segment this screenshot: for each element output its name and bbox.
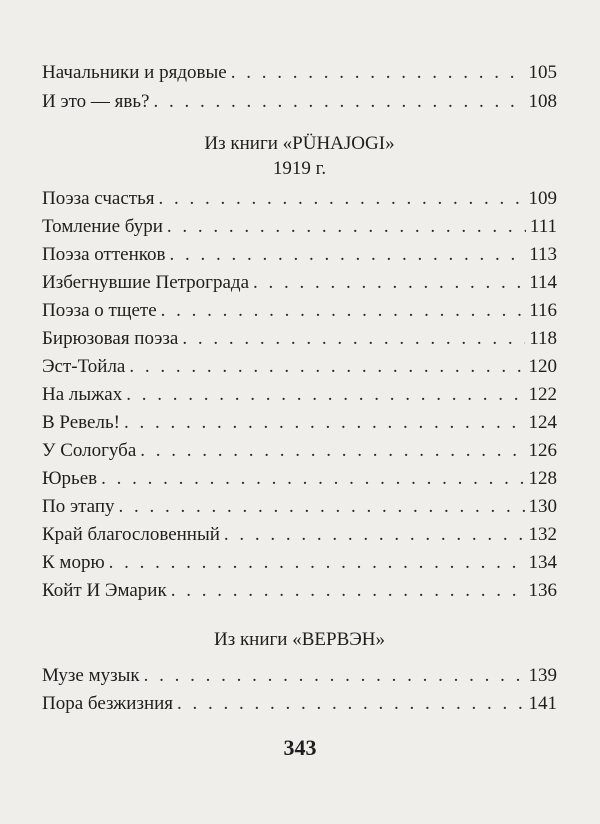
toc-entry bbox=[42, 216, 557, 238]
toc-entry-title: Избегнувшие Петрограда bbox=[42, 272, 250, 293]
toc-entry-title: Поэза счастья bbox=[42, 188, 155, 209]
toc-entry bbox=[42, 328, 557, 350]
toc-entry bbox=[42, 693, 557, 715]
toc-entry-page: 122 bbox=[528, 384, 557, 405]
toc-entry-title: По этапу bbox=[42, 496, 115, 517]
dot-leader bbox=[182, 328, 525, 350]
toc-entry-page: 108 bbox=[528, 91, 557, 112]
toc-entry bbox=[42, 356, 557, 378]
section-heading: Из книги «ВЕРВЭН» bbox=[213, 629, 386, 650]
section-subheading: 1919 г. bbox=[272, 158, 327, 179]
toc-entry bbox=[42, 552, 557, 574]
dot-leader bbox=[154, 91, 525, 113]
toc-entry bbox=[42, 412, 557, 434]
toc-entry-page: 109 bbox=[528, 188, 557, 209]
toc-entry-page: 139 bbox=[528, 665, 557, 686]
dot-leader bbox=[126, 384, 524, 406]
toc-entry-page: 126 bbox=[528, 440, 557, 461]
toc-entry-page: 111 bbox=[529, 216, 557, 237]
dot-leader bbox=[101, 468, 524, 490]
toc-entry-page: 130 bbox=[528, 496, 557, 517]
dot-leader bbox=[119, 496, 525, 518]
dot-leader bbox=[170, 244, 526, 266]
toc-entry bbox=[42, 580, 557, 602]
dot-leader bbox=[171, 580, 525, 602]
toc-entry-title: Бирюзовая поэза bbox=[42, 328, 179, 349]
toc-entry-page: 120 bbox=[528, 356, 557, 377]
toc-entry-page: 105 bbox=[528, 62, 557, 83]
toc-entry-title: На лыжах bbox=[42, 384, 123, 405]
toc-entry-page: 124 bbox=[528, 412, 557, 433]
toc-entry-title: В Ревель! bbox=[42, 412, 120, 433]
toc-entry-title: Начальники и рядовые bbox=[42, 62, 227, 83]
toc-entry-page: 132 bbox=[528, 524, 557, 545]
toc-entry bbox=[42, 440, 557, 462]
toc-entry-title: Томление бури bbox=[42, 216, 163, 237]
toc-entry bbox=[42, 272, 557, 294]
toc-entry bbox=[42, 384, 557, 406]
section-heading: Из книги «PÜHAJOGI» bbox=[204, 133, 395, 154]
dot-leader bbox=[161, 300, 526, 322]
toc-entry-title: Поэза о тщете bbox=[42, 300, 157, 321]
dot-leader bbox=[253, 272, 525, 294]
page-number: 343 bbox=[283, 735, 317, 760]
toc-entry-page: 134 bbox=[528, 552, 557, 573]
toc-entry-page: 116 bbox=[529, 300, 557, 321]
toc-entry-page: 114 bbox=[529, 272, 557, 293]
toc-entry-page: 113 bbox=[529, 244, 557, 265]
toc-entry bbox=[42, 91, 557, 113]
toc-entry-page: 128 bbox=[528, 468, 557, 489]
toc-entry bbox=[42, 244, 557, 266]
toc-entry-title: Юрьев bbox=[42, 468, 98, 489]
dot-leader bbox=[140, 440, 524, 462]
dot-leader bbox=[124, 412, 525, 434]
toc-entry bbox=[42, 468, 557, 490]
toc-entry bbox=[42, 496, 557, 518]
toc-entry-title: Пора безжизния bbox=[42, 693, 174, 714]
dot-leader bbox=[129, 356, 524, 378]
dot-leader bbox=[109, 552, 525, 574]
toc-entry bbox=[42, 188, 557, 210]
toc-entry bbox=[42, 665, 557, 687]
toc-entry bbox=[42, 300, 557, 322]
toc-entry-page: 118 bbox=[529, 328, 557, 349]
toc-entry-title: У Сологуба bbox=[42, 440, 137, 461]
dot-leader bbox=[144, 665, 525, 687]
dot-leader bbox=[158, 188, 524, 210]
toc-entry-title: Поэза оттенков bbox=[42, 244, 166, 265]
toc-entry-title: Музе музык bbox=[42, 665, 140, 686]
toc-entry-page: 136 bbox=[528, 580, 557, 601]
toc-entry-title: Эст-Тойла bbox=[42, 356, 126, 377]
dot-leader bbox=[224, 524, 525, 546]
toc-entry-title: И это — явь? bbox=[42, 91, 150, 112]
dot-leader bbox=[167, 216, 526, 238]
toc-entry-title: Койт И Эмарик bbox=[42, 580, 167, 601]
toc-entry-title: К морю bbox=[42, 552, 105, 573]
dot-leader bbox=[177, 693, 524, 715]
toc-entry-title: Край благословенный bbox=[42, 524, 220, 545]
dot-leader bbox=[231, 62, 525, 84]
toc-entry bbox=[42, 524, 557, 546]
toc-entry bbox=[42, 62, 557, 84]
toc-entry-page: 141 bbox=[528, 693, 557, 714]
